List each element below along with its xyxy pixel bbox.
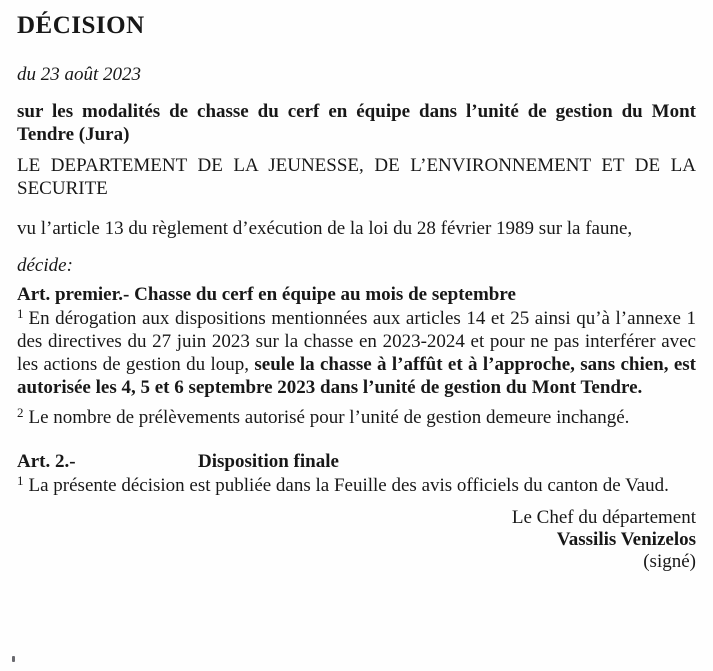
signature-block bbox=[17, 507, 696, 573]
article-2-paragraph-1 bbox=[17, 474, 696, 497]
article-2-heading bbox=[17, 450, 696, 473]
scan-artifact-speck bbox=[12, 656, 15, 662]
article-1-heading bbox=[17, 283, 696, 306]
paragraph-text: Le nombre de prélèvements autorisé pour l’unité de gestion demeure inchangé. bbox=[28, 407, 630, 428]
signature-name: Vassilis Venizelos bbox=[556, 529, 696, 550]
document-title: DÉCISION bbox=[17, 12, 145, 39]
document-date: du 23 août 2023 bbox=[17, 64, 142, 85]
article-1-title: Chasse du cerf en équipe au mois de septembre bbox=[134, 284, 516, 305]
paragraph-superscript: 1 bbox=[17, 306, 24, 321]
article-1-paragraph-1 bbox=[17, 307, 696, 399]
preamble-paragraph: vu l’article 13 du règlement d’exécution de la loi du 28 février 1989 sur la faune, bbox=[17, 218, 633, 239]
signature-role: Le Chef du département bbox=[511, 507, 696, 528]
decide-label: décide: bbox=[17, 255, 73, 276]
paragraph-text: La présente décision est publiée dans la Feuille des avis officiels du canton de Vaud. bbox=[28, 475, 669, 496]
paragraph-superscript: 1 bbox=[17, 473, 24, 488]
article-2-title: Disposition finale bbox=[198, 451, 339, 472]
article-1-paragraph-2 bbox=[17, 406, 696, 429]
authority-line: LE DEPARTEMENT DE LA JEUNESSE, DE L’ENVIRONNEMENT ET DE LA SECURITE bbox=[17, 155, 696, 199]
paragraph-text: En dérogation aux dispositions mentionnées aux articles 14 et 25 ainsi qu’à l’annexe 1 des directives du 27 juin 2023 sur la chasse en 2023-2024 et pour ne pas interférer avec les actions de gestion du loup, bbox=[17, 308, 696, 375]
document-subject: sur les modalités de chasse du cerf en équipe dans l’unité de gestion du Mont Tendre (Jura) bbox=[17, 101, 696, 145]
paragraph-superscript: 2 bbox=[17, 405, 24, 420]
signature-signed-note: (signé) bbox=[643, 551, 696, 572]
article-2-number: Art. 2.- bbox=[17, 451, 76, 472]
paragraph-bold-text: seule la chasse à l’affût et à l’approche, sans chien, est autorisée les 4, 5 et 6 septembre 2023 dans l’unité de gestion du Mont Tendre. bbox=[17, 354, 696, 398]
article-1-number: Art. premier.- bbox=[17, 284, 130, 305]
